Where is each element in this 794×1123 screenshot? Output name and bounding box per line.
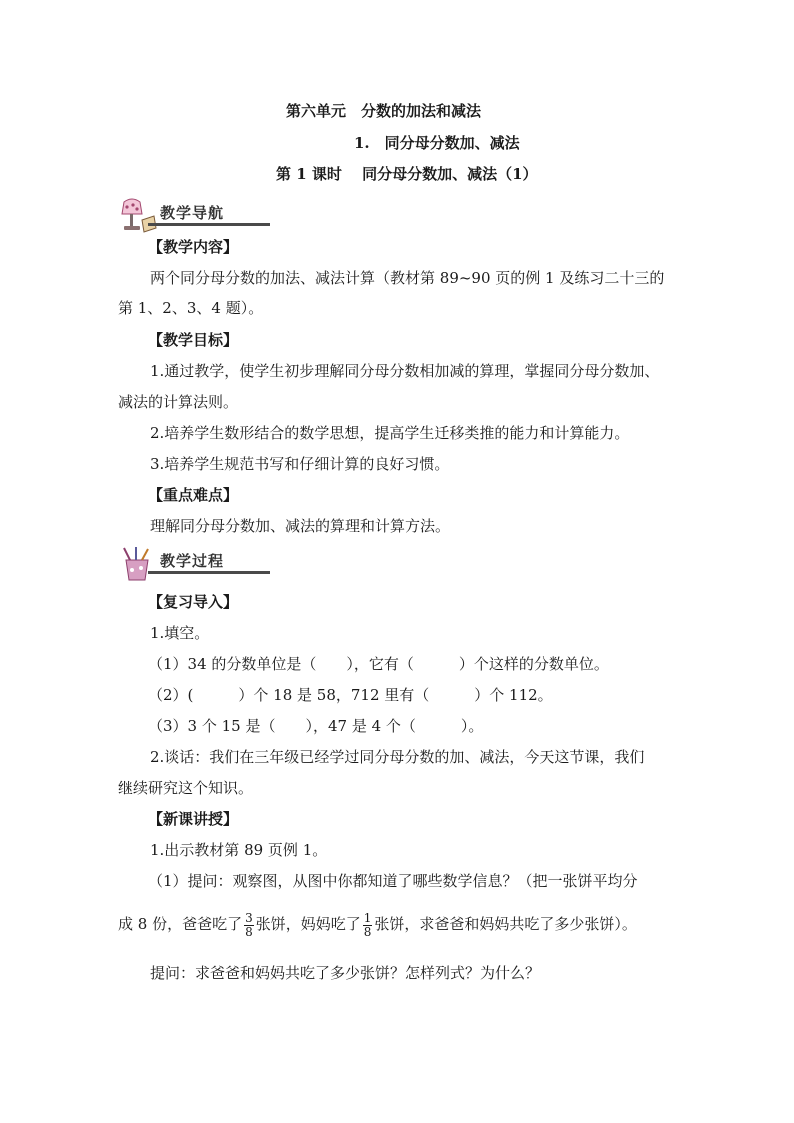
- fraction-denominator: 8: [245, 924, 253, 939]
- review-item-1c: （3）3 个 15 是（ ），47 是 4 个（ ）。: [148, 717, 484, 735]
- new-lesson-question-line-2: [118, 908, 637, 940]
- pen-holder-icon: [118, 546, 158, 584]
- banner-underline: [148, 571, 270, 574]
- heading-review: 【复习导入】: [148, 593, 239, 611]
- fraction-numerator: 3: [245, 910, 253, 925]
- fraction-three-eighths: [244, 912, 254, 939]
- goal-2: 2.培养学生数形结合的数学思想，提高学生迁移类推的能力和计算能力。: [150, 424, 630, 442]
- content-line-2: 第 1、2、3、4 题）。: [118, 299, 264, 317]
- review-item-1a: （1）34 的分数单位是（ ），它有（ ）个这样的分数单位。: [148, 655, 609, 673]
- review-item-1: 1.填空。: [150, 624, 210, 642]
- review-item-1b: （2）( ）个 18 是 58，712 里有（ ）个 112。: [148, 686, 553, 704]
- teaching-process-banner: [118, 546, 238, 586]
- heading-teaching-content: 【教学内容】: [148, 238, 239, 256]
- fraction-numerator: 1: [363, 910, 372, 925]
- banner-label: 教学过程: [160, 552, 225, 570]
- text-segment: 张饼，妈妈吃了: [255, 915, 361, 933]
- banner-underline: [148, 223, 270, 226]
- new-lesson-item-1: 1.出示教材第 89 页例 1。: [150, 841, 328, 859]
- text-segment: 张饼，求爸爸和妈妈共吃了多少张饼）。: [374, 915, 637, 933]
- question-how-to-write: 提问：求爸爸和妈妈共吃了多少张饼？怎样列式？为什么？: [150, 964, 541, 982]
- text-segment: 成 8 份，爸爸吃了: [118, 915, 243, 933]
- goal-1-line-1: 1.通过教学，使学生初步理解同分母分数相加减的算理，掌握同分母分数加、: [150, 362, 660, 380]
- desk-lamp-icon: [118, 198, 158, 236]
- key-points: 理解同分母分数加、减法的算理和计算方法。: [150, 517, 451, 535]
- heading-teaching-goals: 【教学目标】: [148, 331, 239, 349]
- review-item-2-line-1: 2.谈话：我们在三年级已经学过同分母分数的加、减法，今天这节课，我们: [150, 748, 645, 766]
- fraction-one-eighth: [363, 912, 373, 939]
- section-title: 1. 同分母分数加、减法: [354, 134, 520, 152]
- unit-title: 第六单元 分数的加法和减法: [286, 102, 482, 120]
- fraction-denominator: 8: [363, 924, 372, 939]
- banner-label: 教学导航: [160, 204, 225, 222]
- review-item-2-line-2: 继续研究这个知识。: [118, 779, 254, 797]
- heading-new-lesson: 【新课讲授】: [148, 810, 239, 828]
- goal-1-line-2: 减法的计算法则。: [118, 393, 239, 411]
- lesson-title: 第 1 课时 同分母分数加、减法（1）: [276, 165, 538, 183]
- teaching-navigation-banner: [118, 198, 238, 238]
- heading-key-points: 【重点难点】: [148, 486, 239, 504]
- content-line-1: 两个同分母分数的加法、减法计算（教材第 89~90 页的例 1 及练习二十三的: [150, 269, 665, 287]
- new-lesson-question-line-1: （1）提问：观察图，从图中你都知道了哪些数学信息？（把一张饼平均分: [148, 872, 638, 890]
- goal-3: 3.培养学生规范书写和仔细计算的良好习惯。: [150, 455, 450, 473]
